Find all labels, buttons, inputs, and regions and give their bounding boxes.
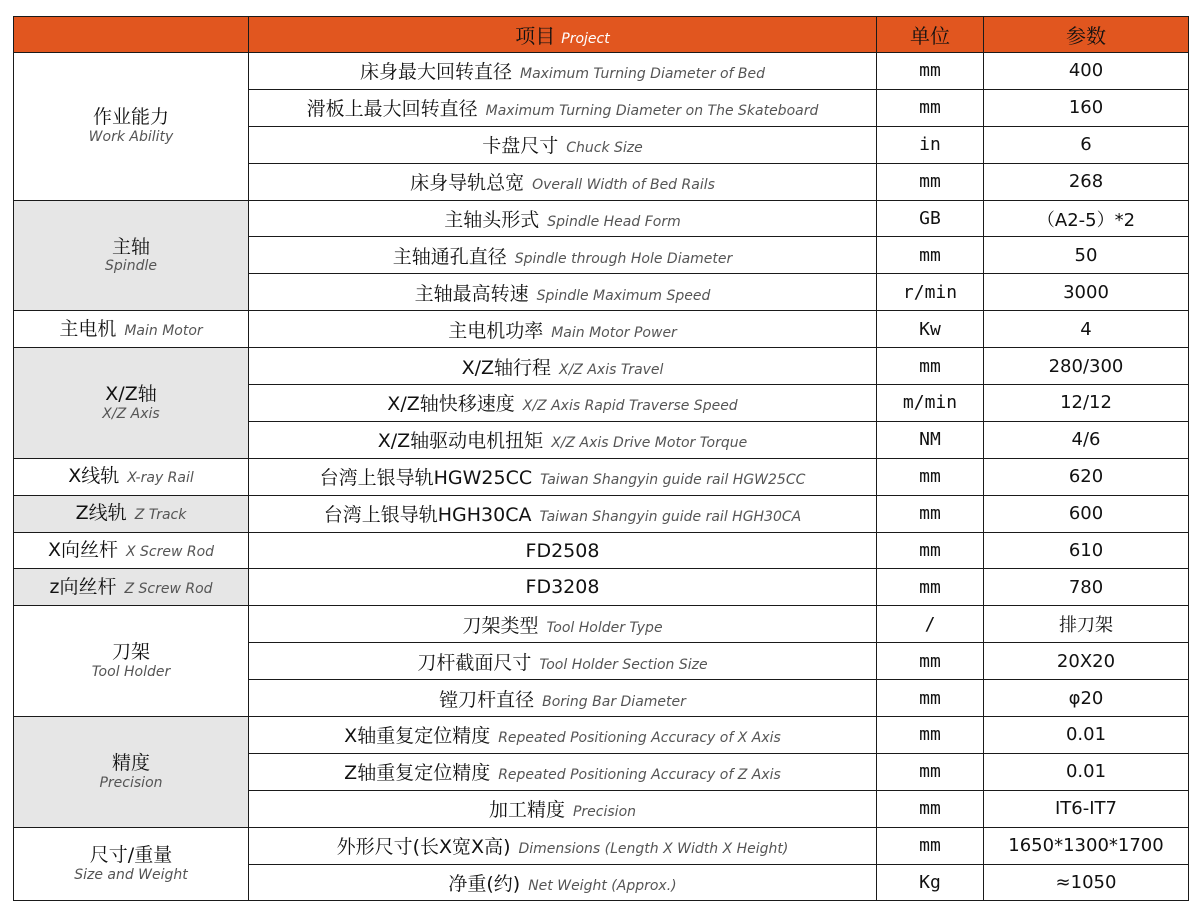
- table-row: [14, 311, 1189, 348]
- item-en: Maximum Turning Diameter on The Skateboard: [485, 103, 819, 120]
- table-row: [14, 53, 1189, 90]
- unit-cell: mm: [877, 53, 984, 90]
- category-zh: 刀架: [111, 641, 150, 664]
- item-zh: 主轴最高转速: [414, 282, 529, 305]
- table-row: [14, 348, 1189, 385]
- value-cell: 3000: [984, 274, 1189, 311]
- value-cell: φ20: [984, 680, 1189, 717]
- item-cell: [249, 569, 877, 606]
- item-cell: [249, 532, 877, 569]
- category-zh: 主电机: [59, 317, 117, 340]
- header-row: [14, 17, 1189, 53]
- value-cell: 排刀架: [984, 606, 1189, 643]
- value-cell: 20X20: [984, 643, 1189, 680]
- item-cell: [249, 643, 877, 680]
- value-cell: 0.01: [984, 717, 1189, 754]
- category-zh: Z线轨: [75, 502, 127, 525]
- item-cell: [249, 385, 877, 422]
- table-row: [14, 495, 1189, 532]
- item-zh: 台湾上银导轨HGW25CC: [319, 467, 533, 490]
- unit-cell: NM: [877, 421, 984, 458]
- header-unit: 单位: [877, 17, 984, 53]
- unit-cell: mm: [877, 680, 984, 717]
- spec-table: [13, 16, 1189, 901]
- category-en: X/Z Axis: [102, 405, 160, 422]
- item-en: Repeated Positioning Accuracy of Z Axis: [498, 767, 781, 784]
- category-en: Main Motor: [124, 322, 203, 339]
- category-cell: [14, 606, 249, 717]
- category-cell: [14, 827, 249, 901]
- unit-cell: in: [877, 126, 984, 163]
- category-en: X Screw Rod: [125, 544, 215, 561]
- item-cell: [249, 53, 877, 90]
- item-zh: 主轴通孔直径: [392, 245, 507, 268]
- item-zh: 镗刀杆直径: [439, 688, 535, 711]
- item-cell: [249, 680, 877, 717]
- item-cell: [249, 89, 877, 126]
- value-cell: 6: [984, 126, 1189, 163]
- item-en: Tool Holder Section Size: [539, 656, 708, 673]
- category-cell: [14, 532, 249, 569]
- category-cell: [14, 311, 249, 348]
- category-zh: X/Z轴: [105, 383, 157, 406]
- item-en: X/Z Axis Rapid Traverse Speed: [522, 398, 738, 415]
- category-en: Precision: [99, 774, 163, 791]
- item-en: Boring Bar Diameter: [542, 693, 686, 710]
- value-cell: 610: [984, 532, 1189, 569]
- category-zh: 精度: [111, 752, 150, 775]
- item-en: Spindle through Hole Diameter: [514, 250, 733, 267]
- category-cell: [14, 717, 249, 828]
- item-cell: [249, 421, 877, 458]
- item-cell: [249, 274, 877, 311]
- unit-cell: mm: [877, 495, 984, 532]
- item-en: Precision: [572, 804, 637, 821]
- value-cell: 4/6: [984, 421, 1189, 458]
- item-zh: 床身最大回转直径: [359, 61, 512, 84]
- item-en: Net Weight (Approx.): [528, 878, 677, 895]
- value-cell: 780: [984, 569, 1189, 606]
- category-zh: 主轴: [111, 235, 150, 258]
- item-cell: [249, 864, 877, 901]
- category-en: Tool Holder: [91, 664, 171, 681]
- unit-cell: r/min: [877, 274, 984, 311]
- item-en: Dimensions (Length X Width X Height): [518, 841, 789, 858]
- value-cell: 50: [984, 237, 1189, 274]
- item-cell: [249, 753, 877, 790]
- item-cell: [249, 163, 877, 200]
- category-en: Z Track: [134, 507, 187, 524]
- value-cell: 1650*1300*1700: [984, 827, 1189, 864]
- item-cell: [249, 790, 877, 827]
- category-en: Spindle: [105, 258, 157, 275]
- table-row: [14, 717, 1189, 754]
- value-cell: 620: [984, 458, 1189, 495]
- category-zh: z向丝杆: [49, 576, 117, 599]
- unit-cell: mm: [877, 717, 984, 754]
- value-cell: 4: [984, 311, 1189, 348]
- item-zh: 滑板上最大回转直径: [306, 98, 478, 121]
- unit-cell: mm: [877, 753, 984, 790]
- category-en: Work Ability: [88, 129, 174, 146]
- value-cell: 400: [984, 53, 1189, 90]
- value-cell: 12/12: [984, 385, 1189, 422]
- item-cell: [249, 827, 877, 864]
- item-en: X/Z Axis Drive Motor Torque: [551, 435, 748, 452]
- unit-cell: mm: [877, 348, 984, 385]
- category-en: Z Screw Rod: [124, 581, 213, 598]
- item-zh: 卡盘尺寸: [482, 135, 559, 158]
- unit-cell: mm: [877, 237, 984, 274]
- category-en: X-ray Rail: [127, 470, 194, 487]
- unit-cell: GB: [877, 200, 984, 237]
- item-zh: X/Z轴快移速度: [387, 393, 515, 416]
- item-cell: [249, 200, 877, 237]
- value-cell: 160: [984, 89, 1189, 126]
- spec-body: [14, 53, 1189, 901]
- table-row: [14, 458, 1189, 495]
- item-zh: X轴重复定位精度: [344, 725, 491, 748]
- item-zh: 床身导轨总宽: [410, 172, 525, 195]
- unit-cell: mm: [877, 532, 984, 569]
- category-cell: [14, 348, 249, 459]
- item-cell: [249, 348, 877, 385]
- item-zh: Z轴重复定位精度: [344, 762, 491, 785]
- item-cell: [249, 458, 877, 495]
- category-zh: 尺寸/重量: [89, 844, 173, 867]
- item-zh: 台湾上银导轨HGH30CA: [323, 504, 532, 527]
- category-en: Size and Weight: [74, 867, 188, 884]
- item-en: Tool Holder Type: [546, 619, 663, 636]
- value-cell: 600: [984, 495, 1189, 532]
- item-en: Spindle Head Form: [547, 214, 681, 230]
- item-cell: [249, 495, 877, 532]
- table-row: [14, 200, 1189, 237]
- value-cell: IT6-IT7: [984, 790, 1189, 827]
- unit-cell: Kg: [877, 864, 984, 901]
- unit-cell: mm: [877, 827, 984, 864]
- category-zh: X线轨: [68, 465, 120, 488]
- table-row: [14, 827, 1189, 864]
- header-project-zh: 项目: [515, 24, 556, 48]
- item-en: X/Z Axis Travel: [559, 361, 664, 378]
- item-en: Taiwan Shangyin guide rail HGH30CA: [539, 509, 802, 526]
- table-row: [14, 606, 1189, 643]
- unit-cell: mm: [877, 458, 984, 495]
- unit-cell: mm: [877, 569, 984, 606]
- item-en: Taiwan Shangyin guide rail HGW25CC: [540, 472, 806, 489]
- category-cell: [14, 200, 249, 311]
- header-project-en: Project: [561, 31, 610, 47]
- item-en: Spindle Maximum Speed: [536, 287, 711, 304]
- category-cell: [14, 495, 249, 532]
- item-cell: [249, 126, 877, 163]
- unit-cell: mm: [877, 163, 984, 200]
- table-row: [14, 569, 1189, 606]
- item-zh: 刀杆截面尺寸: [417, 651, 532, 674]
- value-cell: 0.01: [984, 753, 1189, 790]
- value-cell: （A2-5）*2: [984, 200, 1189, 237]
- item-zh: FD3208: [525, 576, 600, 599]
- category-cell: [14, 458, 249, 495]
- item-cell: [249, 237, 877, 274]
- table-row: [14, 532, 1189, 569]
- category-zh: 作业能力: [92, 106, 169, 129]
- item-en: Maximum Turning Diameter of Bed: [519, 66, 766, 83]
- item-zh: FD2508: [525, 539, 600, 562]
- item-cell: [249, 717, 877, 754]
- header-category: [14, 17, 249, 53]
- item-zh: 净重(约): [448, 873, 521, 896]
- item-zh: 刀架类型: [462, 614, 539, 637]
- value-cell: 268: [984, 163, 1189, 200]
- item-zh: X/Z轴驱动电机扭矩: [377, 430, 544, 453]
- category-zh: X向丝杆: [47, 539, 118, 562]
- item-zh: 加工精度: [488, 799, 565, 822]
- header-param: 参数: [984, 17, 1189, 53]
- unit-cell: mm: [877, 790, 984, 827]
- value-cell: ≈1050: [984, 864, 1189, 901]
- item-en: Main Motor Power: [551, 324, 677, 341]
- category-cell: [14, 53, 249, 201]
- unit-cell: Kw: [877, 311, 984, 348]
- unit-cell: /: [877, 606, 984, 643]
- item-cell: [249, 606, 877, 643]
- item-zh: X/Z轴行程: [461, 356, 551, 379]
- item-en: Overall Width of Bed Rails: [532, 177, 715, 194]
- unit-cell: mm: [877, 643, 984, 680]
- header-project: [249, 17, 877, 53]
- unit-cell: m/min: [877, 385, 984, 422]
- unit-cell: mm: [877, 89, 984, 126]
- item-zh: 主轴头形式: [444, 209, 540, 231]
- value-cell: 280/300: [984, 348, 1189, 385]
- item-cell: [249, 311, 877, 348]
- item-en: Repeated Positioning Accuracy of X Axis: [498, 730, 781, 747]
- category-cell: [14, 569, 249, 606]
- item-zh: 主电机功率: [448, 319, 544, 342]
- item-en: Chuck Size: [566, 140, 643, 157]
- item-zh: 外形尺寸(长X宽X高): [336, 836, 511, 859]
